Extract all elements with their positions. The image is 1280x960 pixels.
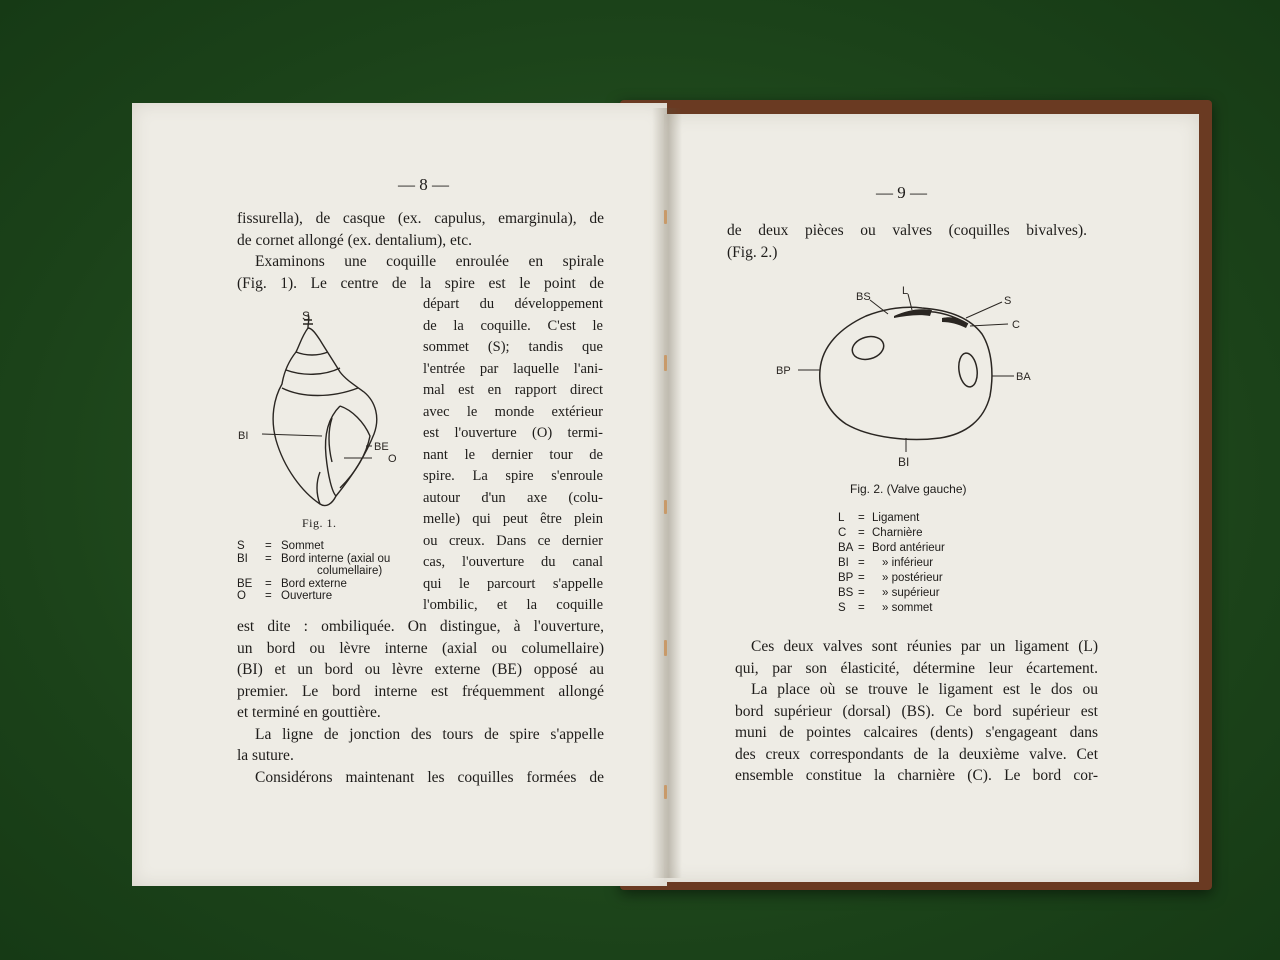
legend-text: » supérieur	[882, 587, 940, 599]
text-line: de deux pièces ou valves (coquilles bivalves).	[727, 222, 1087, 239]
left-column-text	[423, 294, 603, 617]
text-line: muni de pointes calcaires (dents) s'engageant dans	[735, 724, 1098, 741]
fig2-valve-drawing	[770, 284, 1050, 474]
page-number-left: — 8 —	[398, 175, 449, 194]
text-line: un bord ou lèvre interne (axial ou columellaire)	[237, 639, 604, 657]
legend-eq: =	[858, 572, 865, 584]
text-line: qui, par son élasticité, détermine leur écartement.	[735, 659, 1098, 677]
fig1-label-s: S	[302, 309, 311, 323]
legend-eq: =	[265, 552, 272, 565]
binding-stitch	[664, 785, 667, 799]
legend-eq: =	[858, 542, 865, 554]
text-line: autour d'un axe (colu-	[423, 489, 603, 506]
right-bottom-text	[735, 636, 1098, 787]
text-line: sommet (S); tandis que	[423, 339, 603, 355]
legend-eq: =	[265, 540, 272, 552]
text-line: et terminé en gouttière.	[237, 704, 381, 721]
text-line: des creux correspondants de la deuxième valve. Cet	[735, 745, 1098, 763]
legend-text: Charnière	[872, 527, 923, 539]
fig2-label-l: L	[902, 285, 909, 297]
legend-eq: =	[858, 557, 865, 569]
legend-text: » inférieur	[882, 557, 934, 569]
text-line: de la coquille. C'est le	[423, 317, 603, 334]
legend-text: Ouverture	[281, 590, 333, 602]
legend-text: » sommet	[882, 602, 933, 614]
text-line: est l'ouverture (O) termi-	[423, 425, 603, 441]
fig1-caption: Fig. 1.	[302, 516, 337, 530]
binding-stitch	[664, 210, 667, 224]
text-line: La ligne de jonction des tours de spire s'appelle	[255, 725, 604, 743]
text-line: nant le dernier tour de	[423, 446, 603, 463]
left-bottom-text	[237, 616, 604, 788]
fig2-label-bp: BP	[776, 365, 791, 377]
text-line: (BI) et un bord ou lèvre externe (BE) opposé au	[237, 661, 604, 678]
legend-eq: =	[265, 590, 272, 602]
text-line: spire. La spire s'enroule	[423, 468, 603, 484]
text-line: l'ombilic, et la coquille	[423, 597, 603, 613]
legend-key: BE	[237, 577, 253, 590]
text-line: ou creux. Dans ce dernier	[423, 532, 603, 549]
text-line: l'entrée par laquelle l'ani-	[423, 360, 603, 377]
fig1-label-o: O	[388, 453, 397, 465]
text-line: Considérons maintenant les coquilles formées de	[255, 768, 604, 786]
text-line: départ du développement	[423, 296, 603, 312]
text-line: cas, l'ouverture du canal	[423, 554, 603, 570]
text-line: mal est en rapport direct	[423, 382, 603, 398]
text-line: qui le parcourt s'appelle	[423, 575, 603, 592]
fig1-label-be: BE	[374, 441, 389, 453]
text-line: la suture.	[237, 747, 294, 764]
legend-key: L	[838, 512, 845, 524]
fig2-legend	[838, 512, 998, 617]
text-line: est dite : ombiliquée. On distingue, à l'ouverture,	[237, 618, 604, 635]
fig1-legend	[237, 540, 417, 603]
legend-key: S	[838, 602, 846, 614]
legend-key: BI	[838, 557, 849, 569]
text-line: Ces deux valves sont réunies par un ligament (L)	[751, 638, 1098, 655]
legend-eq	[265, 565, 317, 578]
legend-key	[237, 565, 265, 578]
text-line: bord supérieur (dorsal) (BS). Ce bord supérieur est	[735, 702, 1098, 720]
right-top-text	[727, 220, 1087, 263]
legend-key: BI	[237, 552, 248, 565]
legend-eq: =	[265, 577, 272, 590]
legend-text: Bord antérieur	[872, 542, 945, 554]
binding-stitch	[664, 355, 667, 371]
fig1-label-bi: BI	[238, 430, 249, 442]
text-line: ensemble constitue la charnière (C). Le bord cor-	[735, 767, 1098, 784]
legend-key: BP	[838, 572, 854, 584]
text-line: (Fig. 2.)	[727, 243, 778, 261]
legend-key: BA	[838, 542, 854, 554]
legend-key: O	[237, 590, 246, 602]
legend-eq: =	[858, 527, 865, 539]
legend-eq: =	[858, 512, 865, 524]
fig2-label-bi: BI	[898, 455, 910, 469]
text-line: de cornet allongé (ex. dentalium), etc.	[237, 231, 472, 249]
legend-key: BS	[838, 587, 854, 599]
legend-text: columellaire)	[317, 565, 383, 577]
legend-eq: =	[858, 602, 865, 614]
fig2-caption: Fig. 2. (Valve gauche)	[850, 482, 967, 496]
legend-key: S	[237, 540, 245, 552]
text-line: avec le monde extérieur	[423, 403, 603, 420]
legend-text: Sommet	[281, 540, 324, 552]
legend-key: C	[838, 527, 847, 539]
fig2-label-c: C	[1012, 319, 1020, 331]
text-line: fissurella), de casque (ex. capulus, emarginula), de	[237, 210, 604, 227]
binding-stitch	[664, 500, 667, 514]
legend-text: » postérieur	[882, 572, 943, 584]
legend-text: Bord interne (axial ou	[281, 552, 391, 565]
page-number-right: — 9 —	[876, 183, 927, 202]
fig2-label-s: S	[1004, 295, 1012, 307]
text-line: Examinons une coquille enroulée en spirale	[255, 253, 604, 270]
legend-text: Ligament	[872, 512, 920, 524]
text-line: (Fig. 1). Le centre de la spire est le point de	[237, 274, 604, 292]
left-top-text	[237, 208, 604, 294]
fig2-label-bs: BS	[856, 291, 871, 303]
text-line: melle) qui peut être plein	[423, 511, 603, 527]
book-gutter	[652, 108, 682, 878]
binding-stitch	[664, 640, 667, 656]
fig1-shell-drawing	[236, 306, 416, 516]
legend-text: Bord externe	[281, 577, 347, 590]
text-line: premier. Le bord interne est fréquemment allongé	[237, 682, 604, 700]
legend-eq: =	[858, 587, 865, 599]
fig2-label-ba: BA	[1016, 371, 1031, 383]
text-line: La place où se trouve le ligament est le dos ou	[751, 681, 1098, 698]
